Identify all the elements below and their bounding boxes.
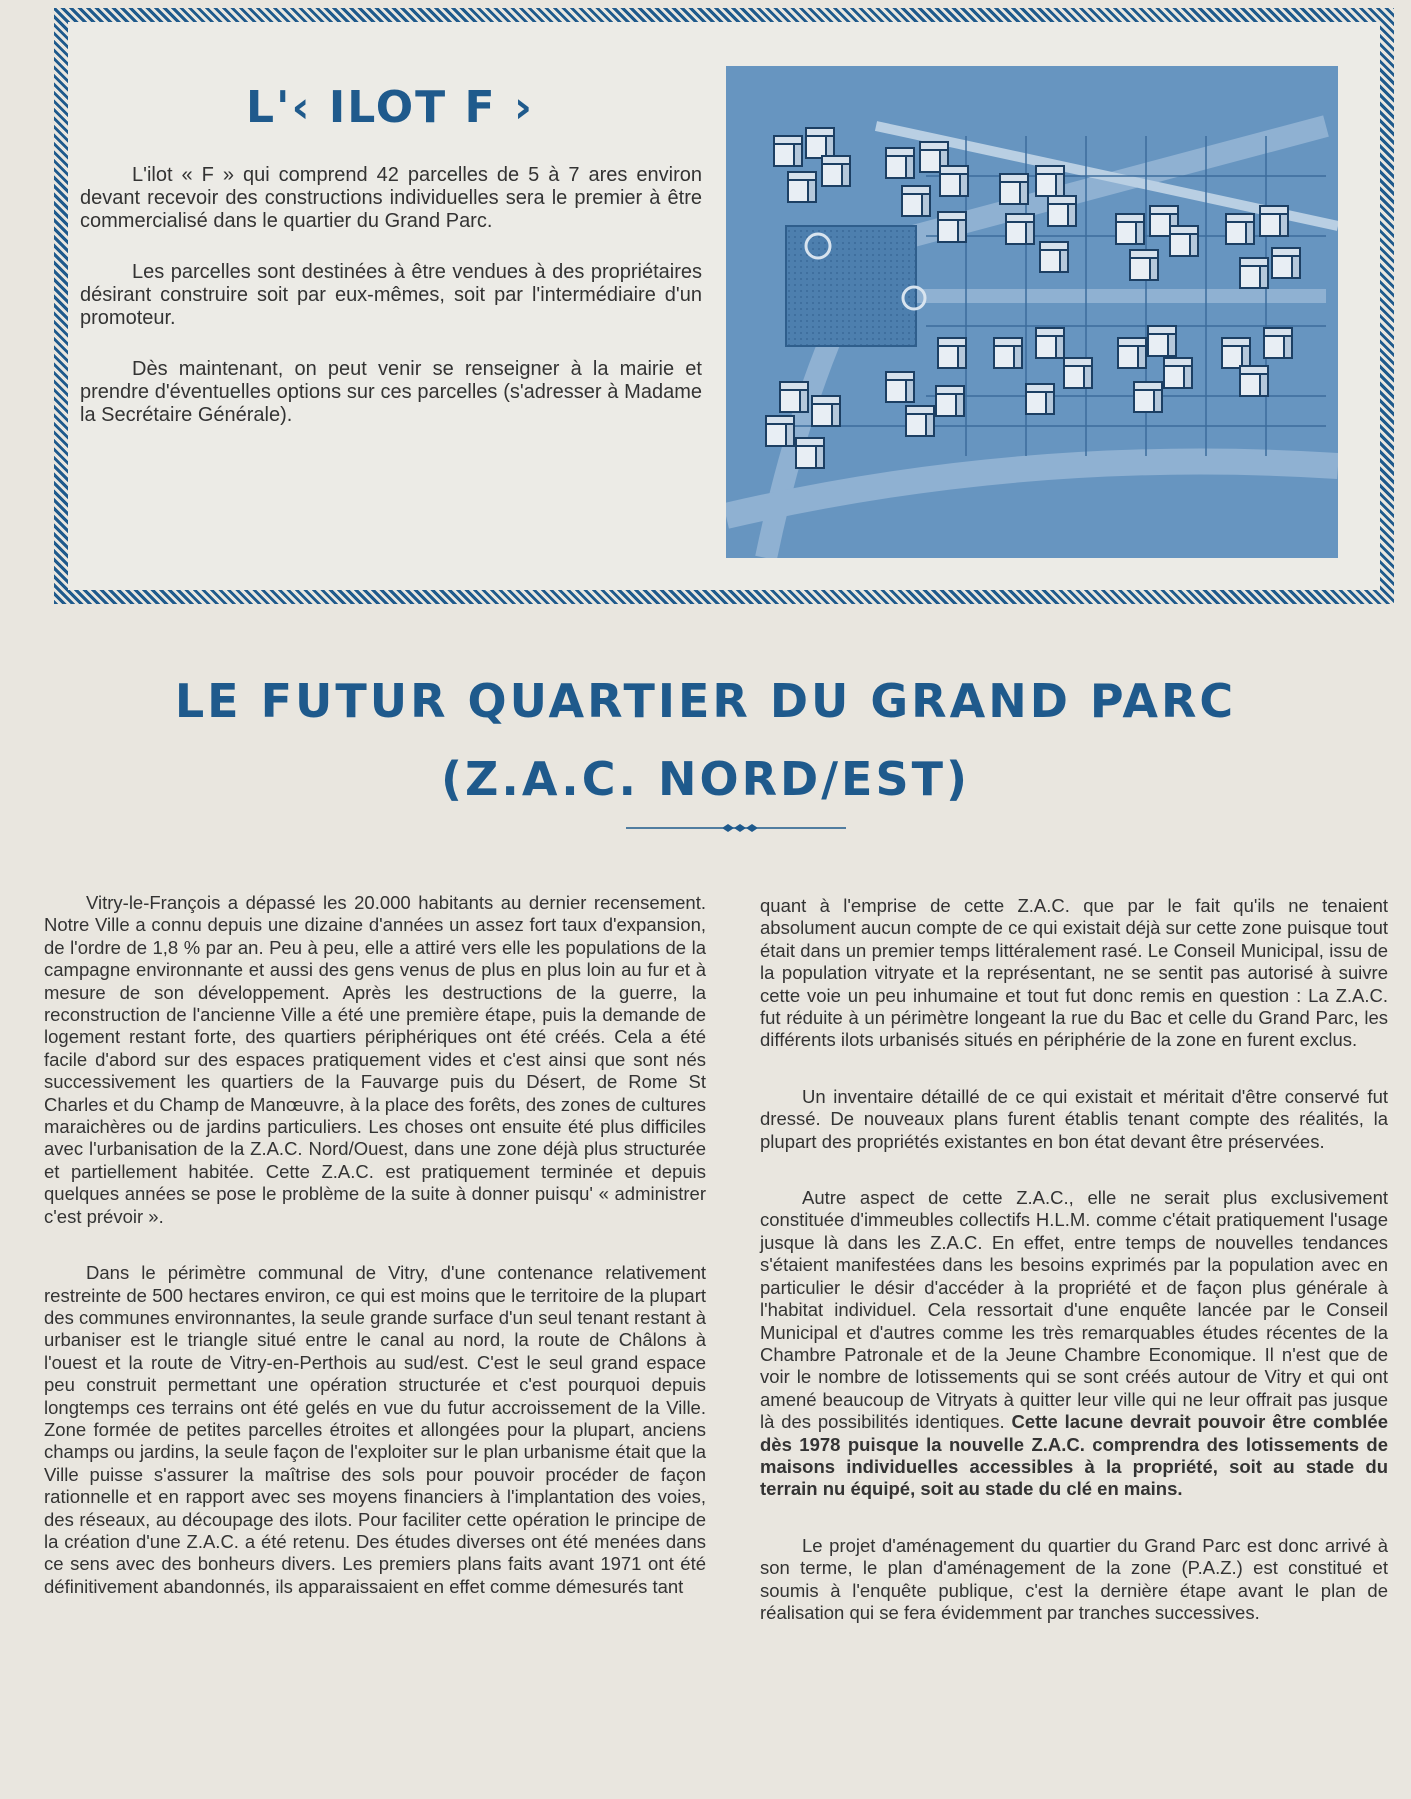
right-paragraph-bold: Cette lacune devrait pouvoir être comblée dès 1978 puisque la nouvelle Z.A.C. comprendra des lotissements de maisons individuelles accessibles à la propriété, soit au stade du terrain nu équipé, soit au stade du clé en mains. [760, 1411, 1388, 1500]
right-column [760, 895, 1388, 1658]
left-paragraph: Dans le périmètre communal de Vitry, d'une contenance relativement restreinte de 500 hectares environ, ce qui est moins que le territoire de la plupart des communes environnantes, la seule grande surface d'un seul tenant restant à urbaniser est le triangle situé entre le canal au nord, la route de Châlons à l'ouest et la route de Vitry-en-Perthois au sud/est. C'est le seul grand espace peu construit permettant une opération structurée et c'est pourquoi depuis longtemps ces terrains ont été gelés en vue du futur accroissement de la Ville. Zone formée de petites parcelles étroites et allongées pour la plupart, anciens champs ou jardins, la seule façon de l'exploiter sur le plan urbanisme était que la Ville puisse s'assurer la maîtrise des sols pour pouvoir procéder de façon rationnelle et en rapport avec ses moyens financiers à l'implantation des voies, des réseaux, au découpage des ilots. Pour faciliter cette opération le principe de la création d'une Z.A.C. a été retenu. Des études diverses ont été menées dans ce sens avec des bonheurs divers. Les premiers plans faits avant 1971 ont été définitivement abandonnés, ils apparaissaient en effet comme démesurés tant [44, 1262, 706, 1597]
ilot-title: L'‹ ILOT F › [245, 82, 535, 133]
right-paragraph: Un inventaire détaillé de ce qui existait et méritait d'être conservé fut dressé. De nouveaux plans furent établis tenant compte des réalités, la plupart des propriétés existantes en bon état devant être préservées. [760, 1085, 1388, 1152]
ilot-paragraph: L'ilot « F » qui comprend 42 parcelles de 5 à 7 ares environ devant recevoir des constructions individuelles sera le premier à être commercialisé dans le quartier du Grand Parc. [80, 164, 702, 232]
main-title-line2: (Z.A.C. NORD/EST) [441, 752, 970, 806]
right-paragraph-normal: Autre aspect de cette Z.A.C., elle ne serait plus exclusivement constituée d'immeubles collectifs H.L.M. comme c'était pratiquement l'usage jusque là dans les Z.A.C. En effet, entre temps de nouvelles tendances s'étaient manifestées dans les besoins exprimés par la population avec en particulier le désir d'accéder à la propriété et de façon plus générale à l'habitat individuel. Cela ressortait d'une enquête lancée par le Conseil Municipal et d'autres comme les très remarquables études récentes de la Chambre Patronale et de la Jeune Chambre Economique. Il n'est que de voir le nombre de lotissements qui se sont créés autour de Vitry et qui ont amené beaucoup de Vitryats à quitter leur ville qui ne leur offrait pas jusque là des possibilités identiques. [760, 1187, 1388, 1433]
right-paragraph: Le projet d'aménagement du quartier du Grand Parc est donc arrivé à son terme, le plan d'aménagement de la zone (P.A.Z.) est constitué et soumis à l'enquête publique, c'est la dernière étape avant le plan de réalisation qui se fera évidemment par tranches successives. [760, 1534, 1388, 1623]
plan-drawing [726, 66, 1338, 558]
ornament-divider [626, 822, 846, 834]
left-column [44, 892, 706, 1632]
main-title [0, 662, 1411, 818]
right-paragraph [760, 1187, 1388, 1501]
left-paragraph: Vitry-le-François a dépassé les 20.000 habitants au dernier recensement. Notre Ville a connu depuis une dizaine d'années un assez fort taux d'expansion, de l'ordre de 1,8 % par an. Peu à peu, elle a attiré vers elle les populations de la campagne environnante et aussi des gens venus de plus en plus loin au fur et à mesure de son développement. Après les destructions de la guerre, la reconstruction de l'ancienne Ville a été une première étape, puis la demande de logement restant forte, des quartiers périphériques ont été créés. Cela a été facile d'abord sur des espaces pratiquement vides et c'est ainsi que sont nés successivement les quartiers de la Fauvarge puis du Désert, de Rome St Charles et du Champ de Manœuvre, à la place des forêts, des zones de cultures maraichères ou de jardins particuliers. Les choses ont ensuite été plus difficiles avec l'urbanisation de la Z.A.C. Nord/Ouest, dans une zone déjà plus structurée et partiellement habitée. Cette Z.A.C. est pratiquement terminée et depuis quelques années se pose le problème de la suite à donner puisqu' « administrer c'est prévoir ». [44, 892, 706, 1227]
ilot-text [80, 164, 702, 455]
ilot-paragraph: Dès maintenant, on peut venir se renseigner à la mairie et prendre d'éventuelles options sur ces parcelles (s'adresser à Madame la Secrétaire Générale). [80, 358, 702, 426]
ilot-paragraph: Les parcelles sont destinées à être vendues à des propriétaires désirant construire soit par eux-mêmes, soit par l'intermédiaire d'un promoteur. [80, 261, 702, 329]
subdivision-plan-image [726, 66, 1338, 558]
main-title-line1: LE FUTUR QUARTIER DU GRAND PARC [174, 674, 1237, 728]
right-paragraph: quant à l'emprise de cette Z.A.C. que par le fait qu'ils ne tenaient absolument aucun compte de ce qui existait déjà sur cette zone puisque tout était dans un premier temps littéralement rasé. Le Conseil Municipal, issu de la population vitryate et la représentant, ne se sentit pas autorisé à suivre cette voie un peu inhumaine et tout fut donc remis en question : La Z.A.C. fut réduite à un périmètre longeant la rue du Bac et celle du Grand Parc, les différents ilots urbanisés situés en périphérie de la zone en furent exclus. [760, 895, 1388, 1051]
